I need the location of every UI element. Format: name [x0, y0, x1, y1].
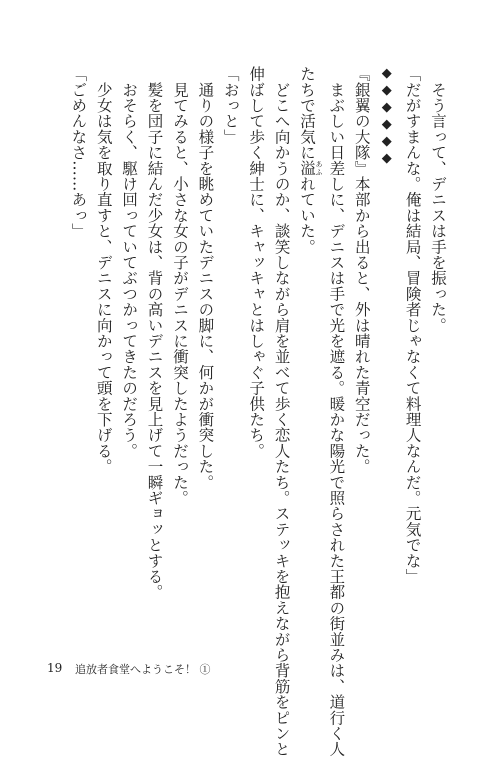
text-line: まぶしい日差しに、デニスは手で光を遮る。暖かな陽光で照らされた王都の街並みは、道行く人 [327, 66, 346, 757]
text-line: 「だがすまんな。俺は結局、冒険者じゃなくて料理人なんだ。元気でな」 [403, 66, 422, 585]
text-line: 見てみると、小さな女の子がデニスに衝突したようだった。 [170, 66, 189, 506]
text-line: 伸ばして歩く紳士に、キャッキャとはしゃぐ子供たち。 [247, 66, 266, 459]
ruby-annotation: 溢 あふ [297, 160, 323, 176]
book-title: 追放者食堂へようこそ！ ① [75, 663, 211, 676]
ruby-reading: あふ [314, 160, 323, 176]
text-line: たちで活気に溢 あふれていた。 [297, 66, 323, 255]
text-line: 「ごめんなさ……あっ」 [69, 66, 88, 239]
text-line: 「おっと」 [221, 66, 240, 145]
text-line: 髪を団子に結んだ少女は、背の高いデニスを見上げて一瞬ギョッとする。 [145, 66, 164, 600]
text-line: おそらく、駆け回っていてぶつかってきたのだろう。 [120, 66, 139, 459]
section-separator: ◆◆◆◆◆◆ [379, 66, 395, 168]
text-line: 少女は気を取り直すと、デニスに向かって頭を下げる。 [94, 66, 113, 475]
page-number: 19 [47, 661, 63, 675]
text-line: そう言って、デニスは手を振った。 [429, 66, 447, 333]
text-line: 通りの様子を眺めていたデニスの脚に、何かが衝突した。 [196, 66, 215, 490]
text-line: 『銀翼の大隊』本部から出ると、外は晴れた青空だった。 [352, 66, 371, 475]
text-line: どこへ向かうのか、談笑しながら肩を並べて歩く恋人たち。ステッキを抱えながら背筋をピンと [272, 66, 291, 757]
